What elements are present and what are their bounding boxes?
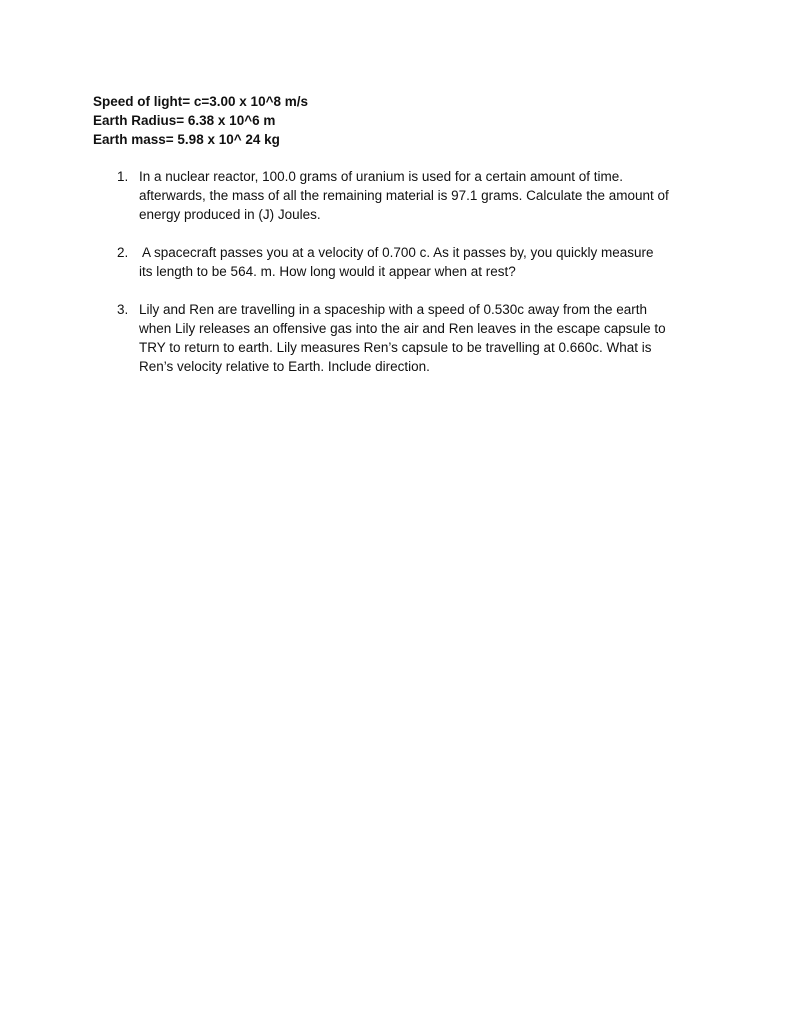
question-text-line: TRY to return to earth. Lily measures Ren’s capsule to be travelling at 0.660c. What is xyxy=(139,340,652,355)
constant-speed-of-light: Speed of light= c=3.00 x 10^8 m/s xyxy=(93,94,308,109)
question-text-line: its length to be 564. m. How long would it appear when at rest? xyxy=(139,264,516,279)
constant-earth-radius: Earth Radius= 6.38 x 10^6 m xyxy=(93,113,276,128)
question-text-line: A spacecraft passes you at a velocity of 0.700 c. As it passes by, you quickly measure xyxy=(139,245,654,260)
question-list xyxy=(93,167,713,376)
constants-block xyxy=(93,92,693,149)
question-number: 3. xyxy=(117,302,129,317)
question-number: 2. xyxy=(117,245,129,260)
question-number: 1. xyxy=(117,169,129,184)
question-1 xyxy=(93,167,713,224)
question-text-line: energy produced in (J) Joules. xyxy=(139,207,321,222)
question-3 xyxy=(93,300,713,376)
question-text-line: afterwards, the mass of all the remaining material is 97.1 grams. Calculate the amount of xyxy=(139,188,669,203)
question-2 xyxy=(93,243,713,281)
question-text-line: when Lily releases an offensive gas into the air and Ren leaves in the escape capsule to xyxy=(139,321,666,336)
question-text-line: In a nuclear reactor, 100.0 grams of uranium is used for a certain amount of time. xyxy=(139,169,623,184)
question-text-line: Ren’s velocity relative to Earth. Include direction. xyxy=(139,359,430,374)
constant-earth-mass: Earth mass= 5.98 x 10^ 24 kg xyxy=(93,132,280,147)
question-text-line: Lily and Ren are travelling in a spaceship with a speed of 0.530c away from the earth xyxy=(139,302,648,317)
